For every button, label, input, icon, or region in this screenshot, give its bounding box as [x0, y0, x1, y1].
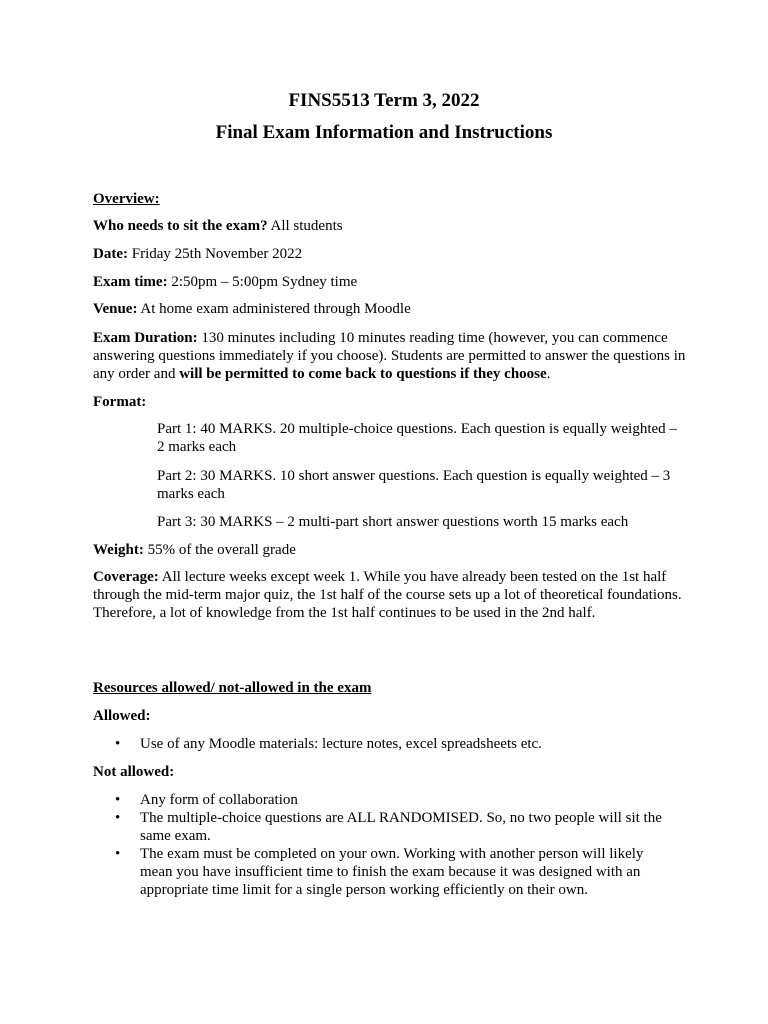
allowed-item-text: Use of any Moodle materials: lecture notes, excel spreadsheets etc.: [140, 736, 542, 752]
venue-row: [93, 300, 693, 318]
not-allowed-list: [93, 791, 693, 899]
list-item: [93, 735, 670, 753]
weight-row: [93, 541, 693, 559]
not-allowed-item-text: The exam must be completed on your own. Working with another person will likely mean you have insufficient time to finish the exam because it was designed with an appropriate time limit for a single person working efficiently on their own.: [140, 846, 644, 898]
exam-duration-paragraph: [93, 329, 693, 383]
bullet-icon: •: [115, 846, 121, 862]
exam-duration-end: .: [546, 366, 551, 382]
exam-duration-label: Exam Duration:: [93, 330, 198, 346]
document-subtitle: Final Exam Information and Instructions: [215, 122, 553, 143]
format-label: Format:: [93, 394, 147, 410]
venue-label: Venue:: [93, 301, 138, 317]
overview-heading: Overview:: [93, 191, 160, 207]
not-allowed-item-text: The multiple-choice questions are ALL RANDOMISED. So, no two people will sit the same exam.: [140, 810, 662, 844]
date-row: [93, 245, 693, 263]
weight-value: 55% of the overall grade: [143, 542, 296, 558]
not-allowed-label: Not allowed:: [93, 764, 175, 780]
date-label: Date:: [93, 246, 128, 262]
not-allowed-item-text: Any form of collaboration: [140, 792, 298, 808]
document-title: FINS5513 Term 3, 2022: [288, 90, 480, 111]
exam-duration-text: 130 minutes including 10 minutes reading time (however, you can commence answering questions immediately if you choose). Students are permitted to answer the questions in any order and: [93, 330, 686, 382]
exam-time-label: Exam time:: [93, 274, 168, 290]
who-needs-label: Who needs to sit the exam?: [93, 218, 268, 234]
coverage-paragraph: [93, 568, 683, 622]
coverage-value: All lecture weeks except week 1. While you have already been tested on the 1st half through the mid-term major quiz, the 1st half of the course sets up a lot of theoretical foundations. Therefore, a lot of knowledge from the 1st half continues to be used in the 2nd half.: [93, 569, 682, 621]
exam-duration-emphasis: will be permitted to come back to questions if they choose: [179, 366, 547, 382]
exam-time-value: 2:50pm – 5:00pm Sydney time: [167, 274, 358, 290]
bullet-icon: •: [115, 810, 121, 826]
who-needs-row: [93, 217, 693, 235]
list-item: [93, 845, 670, 899]
allowed-list: [93, 735, 693, 753]
who-needs-value: All students: [267, 218, 343, 234]
list-item: [93, 791, 670, 809]
exam-time-row: [93, 273, 693, 291]
venue-value: At home exam administered through Moodle: [137, 301, 411, 317]
resources-heading: Resources allowed/ not-allowed in the exam: [93, 680, 372, 696]
allowed-label: Allowed:: [93, 708, 151, 724]
date-value: Friday 25th November 2022: [127, 246, 303, 262]
format-part-2: Part 2: 30 MARKS. 10 short answer questions. Each question is equally weighted – 3 marks each: [157, 468, 671, 502]
format-part-1: Part 1: 40 MARKS. 20 multiple-choice questions. Each question is equally weighted – 2 marks each: [157, 421, 677, 455]
coverage-label: Coverage:: [93, 569, 159, 585]
format-part-3: Part 3: 30 MARKS – 2 multi-part short answer questions worth 15 marks each: [157, 514, 629, 530]
bullet-icon: •: [115, 736, 121, 752]
weight-label: Weight:: [93, 542, 144, 558]
bullet-icon: •: [115, 792, 121, 808]
list-item: [93, 809, 670, 845]
